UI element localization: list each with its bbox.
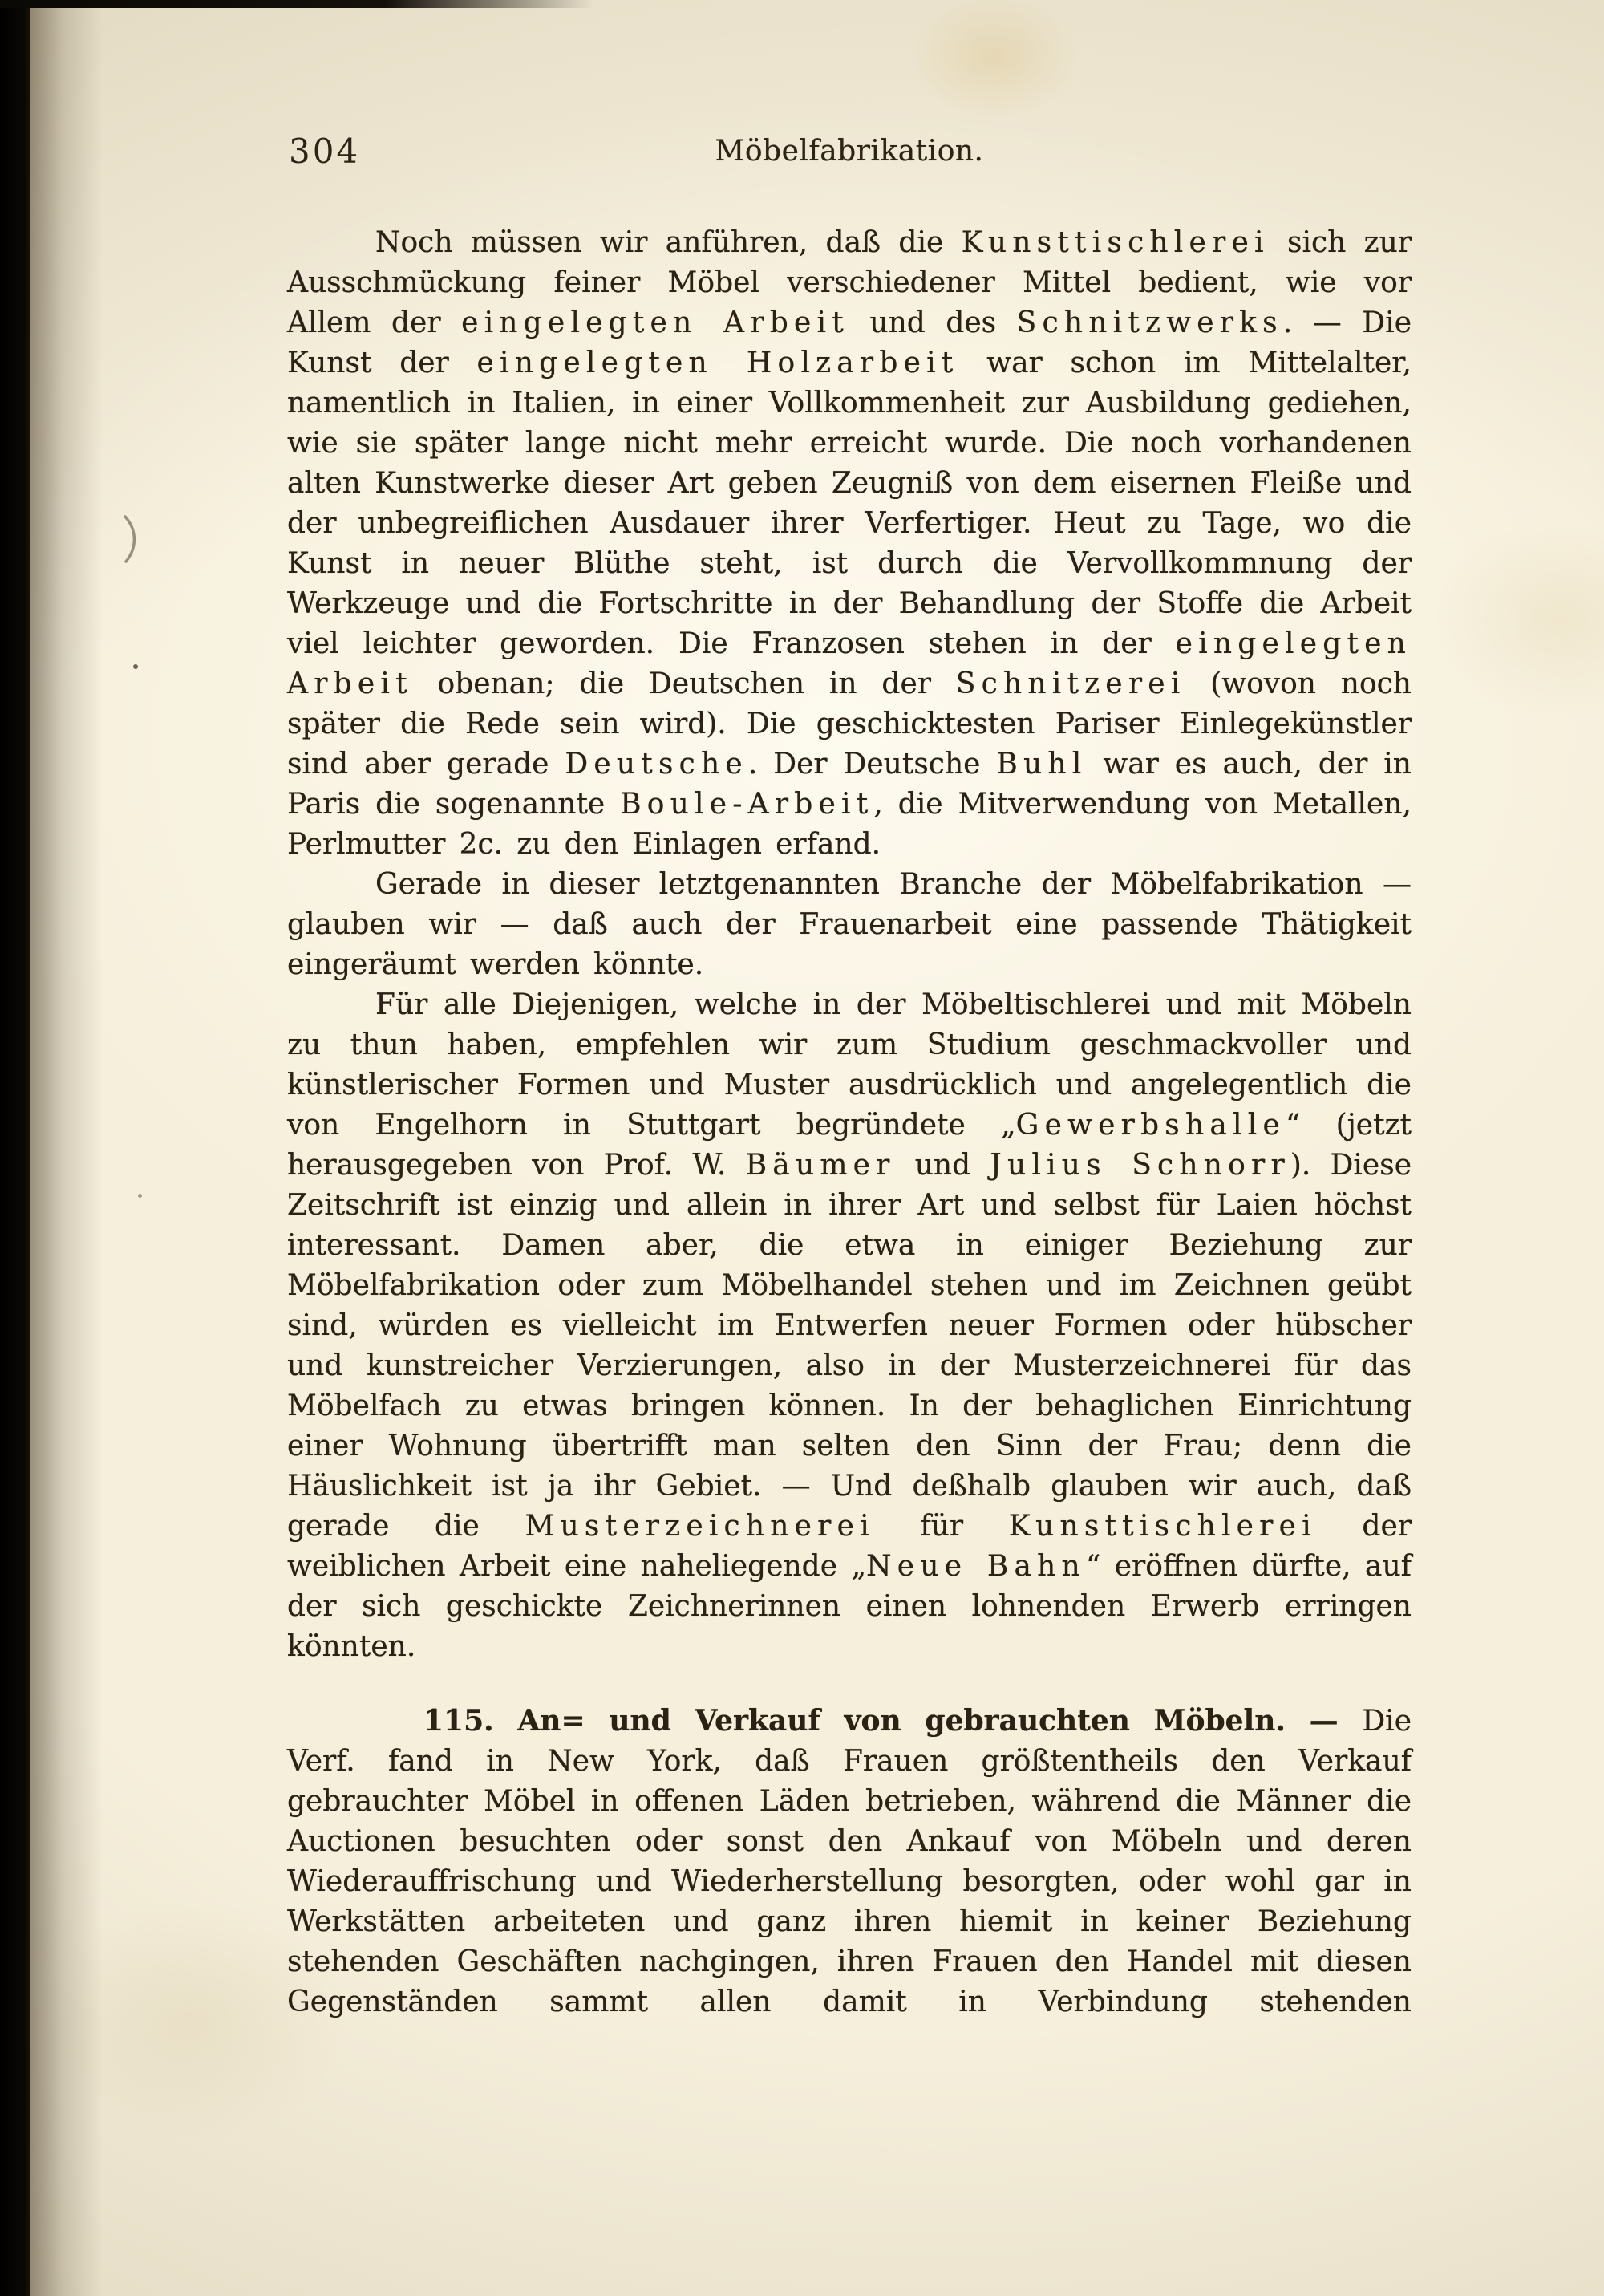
text-segment: Die Verf. fand in New York, daß Frauen größtentheils den Verkauf gebrauchter Möbel in offenen Läden betrieben, während die Männer die Auctionen besuchten oder sonst den Ankauf von Möbeln und deren Wiederauffrischung und Wiederherstellung besorgten, oder wohl gar in Werkstätten arbeiteten und ganz ihren hiemit in keiner Beziehung stehenden Geschäften nachgingen, ihren Frauen den Handel mit diesen Gegenständen sammt allen damit in Verbindung stehenden [287, 1705, 1412, 2018]
text-segment: war es auch, der in Paris die sogenannte [287, 748, 1412, 821]
binding-shadow [30, 0, 103, 2296]
binding-strip [0, 0, 30, 2296]
text-segment: und des [849, 306, 1017, 339]
text-segment: Kunsttischlerei [961, 226, 1270, 259]
text-segment: Julius Schnorr [990, 1149, 1290, 1182]
ink-speck [133, 664, 138, 669]
text-segment: für [874, 1510, 1009, 1543]
text-segment: . Der Deutsche [747, 748, 997, 781]
text-segment: . — Die Kunst der [287, 306, 1412, 379]
paragraph-branch-for-women [287, 865, 1412, 985]
page-number: 304 [289, 132, 361, 171]
text-segment: war schon im Mittelalter, namentlich in Italien, in einer Vollkommenheit zur Ausbildung gediehen, wie sie später lange nicht mehr erreicht wurde. Die noch vorhandenen alten Kunstwerke dieser Art geben Zeugniß von dem eisernen Fleiße und der unbegreiflichen Ausdauer ihrer Verfertiger. Heut zu Tage, wo die Kunst in neuer Blüthe steht, ist durch die Vervollkommnung der Werkzeuge und die Fortschritte in der Behandlung der Stoffe die Arbeit viel leichter geworden. Die Franzosen stehen in der [287, 347, 1412, 660]
text-segment: Buhl [996, 748, 1088, 781]
text-segment: Gerade in dieser letztgenannten Branche der Möbelfabrikation — glauben wir — daß auch der Frauenarbeit eine passende Thätigkeit eingeräumt werden könnte. [287, 868, 1412, 981]
text-segment: der weiblichen Arbeit eine naheliegende „ [287, 1510, 1412, 1583]
text-segment: Schnitzerei [955, 667, 1186, 700]
text-segment: eingelegten Arbeit [461, 306, 849, 339]
text-segment: ). Diese Zeitschrift ist einzig und allein in ihrer Art und selbst für Laien höchst interessant. Damen aber, die etwa in einiger Beziehung zur Möbelfabrikation oder zum Möbelhandel stehen und im Zeichnen geübt sind, würden es vielleicht im Entwerfen neuer Formen oder hübscher und kunstreicher Verzierungen, also in der Musterzeichnerei für das Möbelfach zu etwas bringen können. In der behaglichen Einrichtung einer Wohnung übertrifft man selten den Sinn der Frau; denn die Häuslichkeit ist ja ihr Gebiet. — Und deßhalb glauben wir auch, daß gerade die [287, 1149, 1412, 1543]
paragraph-gewerbshalle [287, 985, 1412, 1667]
text-segment: Musterzeichnerei [525, 1510, 875, 1543]
running-header: Möbelfabrikation. [715, 135, 984, 168]
paragraph-inlay-art [287, 223, 1412, 865]
text-segment: Bäumer [745, 1149, 896, 1182]
text-segment: obenan; die Deutschen in der [412, 667, 956, 700]
text-segment: “ eröffnen dürfte, auf der sich geschickte Zeichnerinnen einen lohnenden Erwerb erringen könnten. [287, 1550, 1412, 1663]
text-segment: Schnitzwerks [1016, 306, 1283, 339]
section-heading-inline: 115. An= und Verkauf von gebrauchten Möbeln. — [423, 1704, 1363, 1738]
text-segment: Kunsttischlerei [1008, 1510, 1317, 1543]
text-segment: “ (jetzt herausgegeben von Prof. W. [287, 1109, 1412, 1182]
text-segment: eingelegten Arbeit [287, 627, 1412, 700]
text-segment: Deutsche [565, 748, 748, 781]
text-segment: (wovon noch später die Rede sein wird). Die geschicktesten Pariser Einlegekünstler sind aber gerade [287, 667, 1412, 781]
text-block [287, 130, 1412, 2022]
text-segment: und [895, 1149, 990, 1182]
text-segment: Für alle Diejenigen, welche in der Möbeltischlerei und mit Möbeln zu thun haben, empfehlen wir zum Studium geschmackvoller und künstlerischer Formen und Muster ausdrücklich und angelegentlich die von Engelhorn in Stuttgart begründete „ [287, 988, 1412, 1142]
text-segment: , die Mitverwendung von Metallen, Perlmutter 2c. zu den Einlagen erfand. [287, 788, 1412, 861]
ink-speck [138, 1194, 142, 1198]
text-segment: sich zur Ausschmückung feiner Möbel verschiedener Mittel bedient, wie vor Allem der [287, 226, 1412, 339]
pencil-margin-mark [119, 513, 152, 568]
text-segment: eingelegten Holzarbeit [476, 347, 959, 379]
text-segment: Neue Bahn [866, 1550, 1086, 1583]
page-header [287, 130, 1412, 181]
text-segment: Gewerbshalle [1015, 1109, 1286, 1142]
paragraph-section-115 [287, 1701, 1412, 2022]
text-segment: Boule-Arbeit [620, 788, 874, 821]
page-top-edge-shadow [0, 0, 593, 8]
text-segment: Noch müssen wir anführen, daß die [375, 226, 962, 259]
